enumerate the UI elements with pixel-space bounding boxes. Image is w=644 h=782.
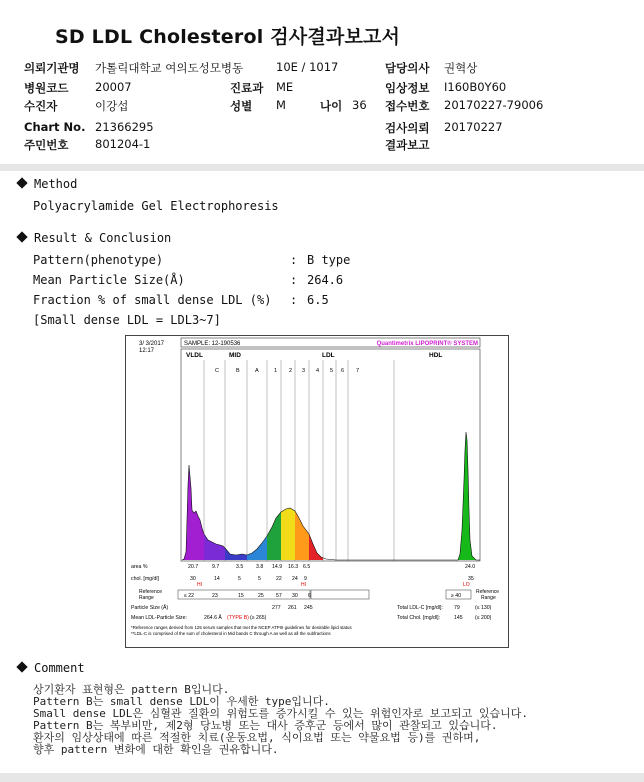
mean-value: 264.6 Å: [204, 615, 222, 621]
hospcode-label: 병원코드: [24, 81, 69, 95]
report-title: SD LDL Cholesterol 검사결과보고서: [55, 26, 401, 48]
ref-value: 57: [276, 593, 282, 599]
institution-value: 가톨릭대학교 여의도성모병동: [95, 61, 244, 75]
total-chol-ref: (≤ 200): [475, 615, 492, 621]
mid-a-peak: [247, 536, 267, 560]
result-row-label: Pattern(phenotype): [33, 253, 164, 267]
ref-label: Range: [139, 595, 154, 601]
sex-label: 성별: [230, 99, 253, 113]
total-ldl-ref: (≤ 130): [475, 605, 492, 611]
footnote: *Reference ranges derived from 125 serum samples that met the NCEP ATPIII guidelines for desirable lipid status: [131, 625, 352, 630]
ref-label-right: Range: [481, 595, 496, 601]
result-row-sep: :: [290, 273, 298, 287]
lipoprint-figure: [125, 335, 509, 648]
chol-value: 22: [276, 576, 282, 582]
area-value: 20.7: [188, 564, 199, 570]
ldl1-peak: [267, 512, 281, 560]
band-label: 5: [330, 368, 334, 374]
result-heading: [18, 231, 171, 245]
area-value: 9.7: [212, 564, 220, 570]
type-b-flag: (TYPE B): [227, 615, 249, 621]
band-label: B: [236, 368, 240, 374]
comment-line: 환자의 임상상태에 따른 적절한 치료(운동요법, 식이요법 또는 약물요법 등)를 권하며,: [33, 731, 481, 744]
area-value: 6.5: [303, 564, 311, 570]
area-value: 3.5: [236, 564, 244, 570]
ref-value: 30: [292, 593, 298, 599]
ward-value: 10E / 1017: [276, 60, 339, 74]
result-row-sep: :: [290, 293, 298, 307]
area-label: area %: [131, 564, 148, 570]
ref-box: [178, 590, 310, 599]
comment-heading-text: Comment: [34, 661, 85, 675]
hi-flag: HI: [301, 582, 306, 588]
ref-label-right: Reference: [476, 589, 500, 595]
dept-value: ME: [276, 80, 294, 94]
ref-value: 15: [238, 593, 244, 599]
ldl4-peak: [309, 534, 323, 560]
sex-value: M: [276, 98, 286, 112]
dept-label: 진료과: [230, 81, 264, 95]
particle-label: Particle Size (Å): [131, 605, 169, 611]
comment-line: Pattern B는 small dense LDL이 우세한 type입니다.: [33, 695, 330, 708]
clinical-value: I160B0Y60: [444, 80, 507, 94]
result-row-value: B type: [307, 253, 351, 267]
chol-value: 14: [214, 576, 220, 582]
result-row-sep: :: [290, 253, 298, 267]
area-value: 24.0: [465, 564, 476, 570]
particle-value: 261: [288, 605, 297, 611]
total-ldl-label: Total LDL-C [mg/dl]:: [397, 605, 443, 611]
footnote: **LDL-C is comprised of the sum of cholesterol in Mid bands C through A as well as all the subfractions: [131, 631, 331, 636]
doctor-label: 담당의사: [385, 61, 430, 75]
hi-flag: HI: [197, 582, 202, 588]
chol-value: 35: [468, 576, 474, 582]
curve-outline: [182, 432, 480, 560]
mid-b-peak: [225, 548, 247, 560]
rrn-label: 주민번호: [24, 138, 69, 152]
chart-value: 21366295: [95, 120, 154, 134]
area-value: 14.9: [272, 564, 283, 570]
method-heading: [18, 177, 77, 191]
ref-label: Reference: [139, 589, 163, 595]
chol-value: 24: [292, 576, 298, 582]
request-value: 20170227: [444, 120, 503, 134]
bottom-band: [0, 773, 644, 782]
region-mid: MID: [229, 352, 241, 359]
comment-line: 향후 pattern 변화에 대한 확인을 권유합니다.: [33, 743, 279, 756]
chol-value: 5: [238, 576, 241, 582]
receipt-label: 접수번호: [385, 99, 430, 113]
request-label: 검사의뢰: [385, 121, 430, 135]
ref-value: 23: [212, 593, 218, 599]
ref-value: 25: [258, 593, 264, 599]
figure-time: 12:17: [139, 348, 155, 354]
electrophoresis-graph: [126, 336, 508, 647]
band-label: 1: [274, 368, 278, 374]
band-label: 4: [316, 368, 320, 374]
figure-date: 3/ 3/2017: [139, 341, 165, 347]
chol-label: chol. [mg/dl]: [131, 576, 159, 582]
method-heading-text: Method: [34, 177, 78, 191]
band-label: 3: [302, 368, 306, 374]
institution-label: 의뢰기관명: [24, 61, 80, 75]
area-value: 16.3: [288, 564, 299, 570]
patient-label: 수진자: [24, 99, 58, 113]
comment-line: 상기환자 표현형은 pattern B입니다.: [33, 683, 230, 696]
mean-label: Mean LDL-Particle Size:: [131, 615, 187, 621]
vldl-peak: [182, 465, 204, 560]
region-hdl: HDL: [429, 352, 443, 359]
chol-value: 5: [258, 576, 261, 582]
mid-c-peak: [204, 534, 225, 560]
result-note: [Small dense LDL = LDL3~7]: [33, 313, 221, 327]
age-value: 36: [352, 98, 367, 112]
area-value: 3.8: [256, 564, 264, 570]
comment-line: Pattern B는 복부비만, 제2형 당뇨병 또는 대사 증후군 등에서 많이 관찰되고 있습니다.: [33, 719, 498, 732]
total-chol-value: 145: [454, 615, 463, 621]
total-chol-label: Total Chol. [mg/dl]:: [397, 615, 440, 621]
figure-sample: SAMPLE: 12-190536: [184, 341, 241, 347]
hospcode-value: 20007: [95, 80, 132, 94]
clinical-label: 임상정보: [385, 81, 430, 95]
method-text: Polyacrylamide Gel Electrophoresis: [33, 199, 279, 213]
region-vldl: VLDL: [186, 352, 203, 359]
ref-value: 6: [308, 593, 311, 599]
mean-ref: (≥ 265): [250, 615, 267, 621]
result-row-value: 264.6: [307, 273, 344, 287]
comment-line: Small dense LDL은 심혈관 질환의 위험도를 증가시킬 수 있는 위험인자로 보고되고 있습니다.: [33, 707, 528, 720]
lo-flag: LO: [463, 582, 470, 588]
band-label: 6: [341, 368, 345, 374]
region-ldl: LDL: [322, 352, 335, 359]
particle-value: 245: [304, 605, 313, 611]
result-row-label: Fraction % of small dense LDL (%): [33, 293, 272, 307]
total-ldl-value: 79: [454, 605, 460, 611]
ref-box: [311, 590, 369, 599]
chart-label: Chart No.: [24, 120, 86, 134]
band-label: 2: [289, 368, 293, 374]
ldl2-peak: [281, 508, 295, 560]
diamond-bullet-icon: [16, 231, 27, 242]
comment-heading: [18, 661, 85, 675]
doctor-value: 권혁상: [444, 61, 478, 75]
diamond-bullet-icon: [16, 177, 27, 188]
rrn-value: 801204-1: [95, 137, 151, 151]
patient-value: 이강섭: [95, 99, 129, 113]
band-label: A: [255, 368, 259, 374]
figure-brand: Quantimetrix LIPOPRINT® SYSTEM: [376, 341, 478, 347]
report-label: 결과보고: [385, 138, 430, 152]
result-row-value: 6.5: [307, 293, 329, 307]
ldl3-peak: [295, 511, 309, 560]
band-label: 7: [356, 368, 360, 374]
band-label: C: [215, 368, 219, 374]
chol-value: 9: [304, 576, 307, 582]
result-row-label: Mean Particle Size(Å): [33, 273, 185, 287]
diamond-bullet-icon: [16, 661, 27, 672]
divider-band: [0, 164, 644, 171]
chol-value: 30: [190, 576, 196, 582]
ref-value: ≤ 22: [184, 593, 195, 599]
ref-value: ≥ 40: [451, 593, 462, 599]
result-heading-text: Result & Conclusion: [34, 231, 172, 245]
particle-value: 277: [272, 605, 281, 611]
receipt-value: 20170227-79006: [444, 98, 544, 112]
age-label: 나이: [320, 99, 343, 113]
plot-frame: [181, 349, 480, 561]
